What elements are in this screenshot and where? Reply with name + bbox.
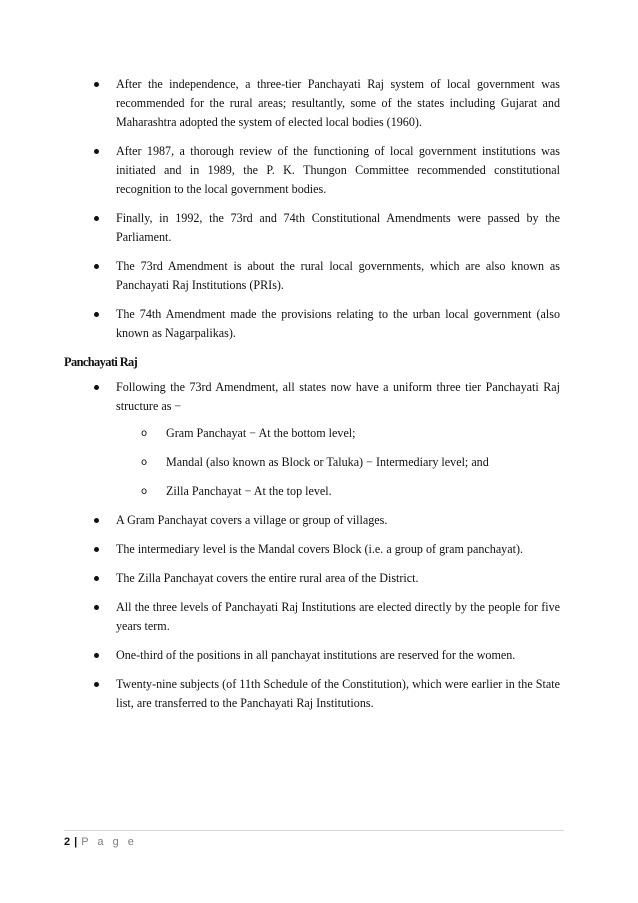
bullet-text: After the independence, a three-tier Panchayati Raj system of local government was recommended for the rural areas; resultantly, some of the states including Gujarat and Maharashtra adopted the system of elected local bodies (1960). <box>116 77 560 129</box>
bullet-text: After 1987, a thorough review of the functioning of local government institutions was initiated and in 1989, the P. K. Thungon Committee recommended constitutional recognition to the local government bodies. <box>116 144 560 196</box>
bullet-text: Finally, in 1992, the 73rd and 74th Constitutional Amendments were passed by the Parliament. <box>116 211 560 244</box>
page-label: P a g e <box>81 836 137 848</box>
sub-list-item <box>116 453 560 472</box>
sub-item-text: Mandal (also known as Block or Taluka) − Intermediary level; and <box>166 455 489 469</box>
bullet-text: The 73rd Amendment is about the rural local governments, which are also known as Panchayati Raj Institutions (PRIs). <box>116 259 560 292</box>
list-item <box>64 569 560 588</box>
circle-bullet-icon: o <box>141 486 148 497</box>
list-item <box>64 540 560 559</box>
bullet-text: The intermediary level is the Mandal covers Block (i.e. a group of gram panchayat). <box>116 542 524 556</box>
list-item <box>64 598 560 636</box>
bullet-text: One-third of the positions in all panchayat institutions are reserved for the women. <box>116 648 516 662</box>
bullet-text: Following the 73rd Amendment, all states now have a uniform three tier Panchayati Raj structure as − <box>116 380 560 413</box>
sub-item-text: Zilla Panchayat − At the top level. <box>166 484 332 498</box>
bullet-icon <box>94 82 99 87</box>
section-heading: Panchayati Raj <box>64 355 138 369</box>
bullet-icon <box>94 682 99 687</box>
bullet-icon <box>94 264 99 269</box>
list-item <box>64 305 560 343</box>
list-item <box>64 75 560 132</box>
list-item <box>64 675 560 713</box>
footer-divider <box>64 830 564 831</box>
sub-list <box>116 424 560 501</box>
page-content <box>64 75 560 723</box>
intro-bullet-list <box>64 75 560 343</box>
list-item <box>64 209 560 247</box>
bullet-icon <box>94 547 99 552</box>
bullet-text: A Gram Panchayat covers a village or group of villages. <box>116 513 388 527</box>
bullet-icon <box>94 518 99 523</box>
bullet-text: The Zilla Panchayat covers the entire rural area of the District. <box>116 571 419 585</box>
bullet-icon <box>94 149 99 154</box>
circle-bullet-icon: o <box>141 457 148 468</box>
circle-bullet-icon: o <box>141 428 148 439</box>
bullet-icon <box>94 312 99 317</box>
bullet-icon <box>94 216 99 221</box>
page-number: 2 <box>64 836 71 848</box>
bullet-text: Twenty-nine subjects (of 11th Schedule of the Constitution), which were earlier in the State list, are transferred to the Panchayati Raj Institutions. <box>116 677 560 710</box>
list-item <box>64 142 560 199</box>
bullet-icon <box>94 576 99 581</box>
page-footer <box>64 836 137 848</box>
sub-item-text: Gram Panchayat − At the bottom level; <box>166 426 356 440</box>
section-bullet-list <box>64 378 560 713</box>
bullet-icon <box>94 605 99 610</box>
bullet-text: All the three levels of Panchayati Raj Institutions are elected directly by the people for five years term. <box>116 600 560 633</box>
list-item <box>64 257 560 295</box>
sub-list-item <box>116 424 560 443</box>
bullet-icon <box>94 653 99 658</box>
list-item <box>64 378 560 501</box>
bullet-text: The 74th Amendment made the provisions relating to the urban local government (also known as Nagarpalikas). <box>116 307 560 340</box>
sub-list-item <box>116 482 560 501</box>
list-item <box>64 511 560 530</box>
list-item <box>64 646 560 665</box>
footer-separator: | <box>74 836 78 848</box>
bullet-icon <box>94 385 99 390</box>
